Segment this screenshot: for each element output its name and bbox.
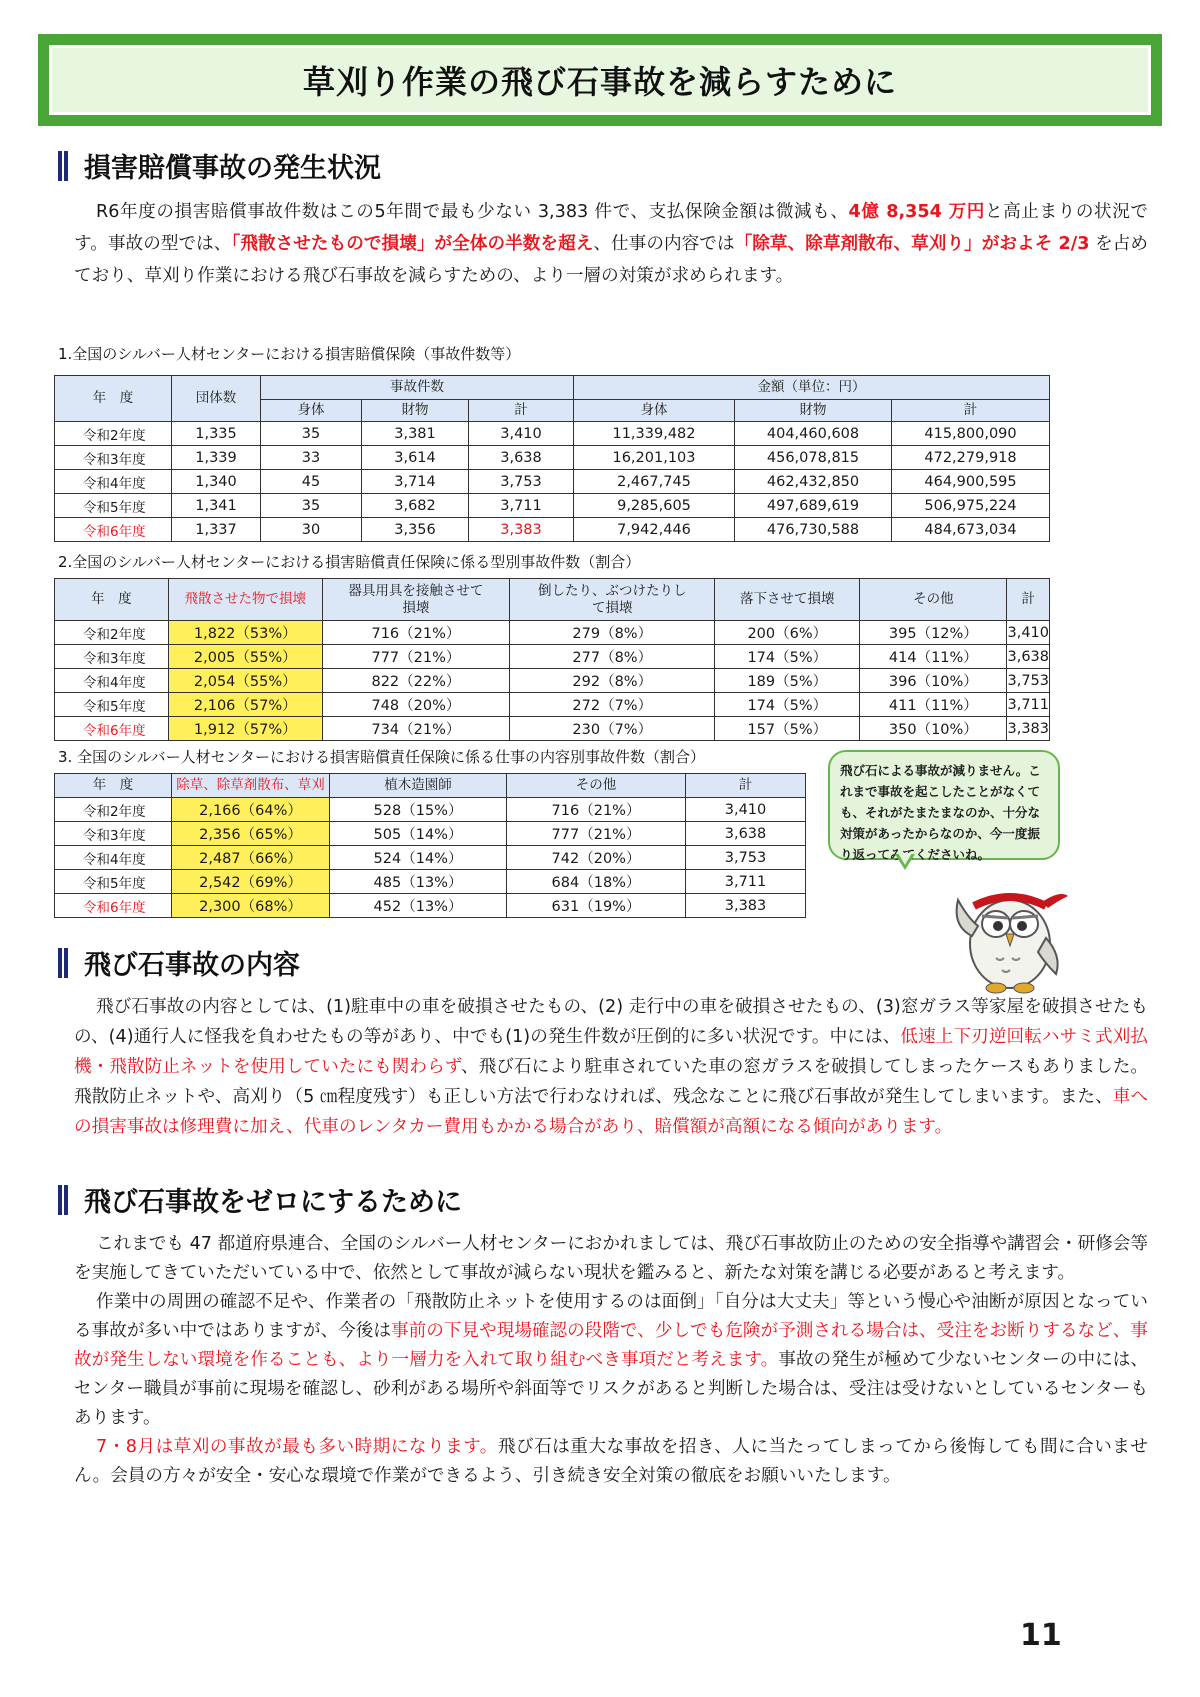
text-run: を占めており、草刈り作業における飛び石事故を減らすための、より一層の対策が求められます。 [74,234,1149,286]
cell: 3,383 [1007,717,1050,741]
col-year: 年 度 [55,579,169,621]
col-cases-property: 財物 [362,400,469,422]
cell: 3,753 [686,846,806,870]
col-knock: 倒したり、ぶつけたりして損壊 [510,579,715,621]
cell: 35 [261,494,362,518]
table-row [55,518,1050,542]
cell: 506,975,224 [892,494,1050,518]
col-year: 年 度 [55,774,172,798]
cell: 3,638 [686,822,806,846]
cell: 2,487（66%） [172,846,330,870]
text-run: 事故の発生が極めて少ないセンターの中には、センター職員が事前に現場を確認し、砂利がある場所や斜面等でリスクがあると判断した場合は、受注は受けないとしているセンターもあります。 [74,1350,1148,1428]
table-2-caption: 2.全国のシルバー人材センターにおける損害賠償責任保険に係る型別事故件数（割合） [58,553,641,571]
col-mowing: 除草、除草剤散布、草刈 [172,774,330,798]
cell: 3,711 [469,494,574,518]
cell: 464,900,595 [892,470,1050,494]
heading-bar-icon [58,948,68,978]
cell: 1,335 [172,422,261,446]
cell: 11,339,482 [574,422,735,446]
section-heading-1-text: 損害賠償事故の発生状況 [84,153,381,184]
cell: 230（7%） [510,717,715,741]
col-amount: 金額（単位：円） [574,376,1050,400]
cell: 2,542（69%） [172,870,330,894]
text-run: 飛び石は重大な事故を招き、人に当たってしまってから後悔しても間に合いません。会員の方々が安全・安心な環境で作業ができるよう、引き続き安全対策の徹底をお願いいたします。 [74,1437,1148,1486]
cell: 734（21%） [322,717,509,741]
cell: 472,279,918 [892,446,1050,470]
col-cases: 事故件数 [261,376,574,400]
cell: 822（22%） [322,669,509,693]
cell: 748（20%） [322,693,509,717]
cell: 505（14%） [330,822,507,846]
table-3 [54,773,806,918]
cell: 174（5%） [715,693,860,717]
highlight-text: 「除草、除草剤散布、草刈り」がおよそ 2/3 [734,234,1090,254]
cell: 令和3年度 [55,822,172,846]
table-1 [54,375,1050,542]
cell: 3,711 [1007,693,1050,717]
cell: 7,942,446 [574,518,735,542]
cell: 3,356 [362,518,469,542]
cell: 2,005（55%） [168,645,322,669]
speech-bubble: 飛び石による事故が減りません。これまで事故を起こしたことがなくても、それがたまたまなのか、十分な対策があったからなのか、今一度振り返ってみてくださいね。 [828,750,1060,860]
cell: 2,106（57%） [168,693,322,717]
table-row [55,470,1050,494]
section-heading-3 [58,1180,462,1219]
cell: 3,381 [362,422,469,446]
table-row [55,422,1050,446]
cell: 189（5%） [715,669,860,693]
cell: 1,912（57%） [168,717,322,741]
cell: 3,753 [1007,669,1050,693]
cell: 1,822（53%） [168,621,322,645]
title-banner [38,34,1162,126]
text-run: 、仕事の内容では [593,234,735,254]
cell: 279（8%） [510,621,715,645]
heading-bar-icon [58,151,68,181]
table-row [55,798,806,822]
section-heading-2-text: 飛び石事故の内容 [84,950,300,981]
cell: 292（8%） [510,669,715,693]
cell: 524（14%） [330,846,507,870]
cell: 157（5%） [715,717,860,741]
col-amount-total: 計 [892,400,1050,422]
cell: 令和2年度 [55,621,169,645]
cell: 485（13%） [330,870,507,894]
cell: 396（10%） [860,669,1007,693]
col-year: 年 度 [55,376,172,422]
cell: 1,340 [172,470,261,494]
speech-bubble-tail-inner [898,853,912,865]
table-row [55,717,1050,741]
cell: 777（21%） [507,822,686,846]
cell: 3,711 [686,870,806,894]
col-gardener: 植木造園師 [330,774,507,798]
cell: 令和2年度 [55,798,172,822]
table-row [55,822,806,846]
cell: 3,410 [1007,621,1050,645]
table-row [55,894,806,918]
col-other: その他 [860,579,1007,621]
paragraph [74,1288,1148,1433]
col-groups: 団体数 [172,376,261,422]
cell: 3,383 [686,894,806,918]
highlight-text: 車への損害事故は修理費に加え、代車のレンタカー費用もかかる場合があり、賠償額が高額になる傾向があります。 [74,1087,1148,1137]
text-run: 、飛び石により駐車されていた車の窓ガラスを破損してしまったケースもありました。飛散防止ネットや、高刈り（5 ㎝程度残す）も正しい方法で行わなければ、残念なことに飛び石事故が発生してしまいます。また、 [74,1057,1148,1107]
cell: 716（21%） [322,621,509,645]
cell: 9,285,605 [574,494,735,518]
cell: 684（18%） [507,870,686,894]
cell: 令和4年度 [55,669,169,693]
highlight-text: 「飛散させたもので損壊」が全体の半数を超え [231,234,594,254]
cell: 411（11%） [860,693,1007,717]
col-amount-body: 身体 [574,400,735,422]
table-row [55,669,1050,693]
cell: 2,300（68%） [172,894,330,918]
cell: 277（8%） [510,645,715,669]
col-total: 計 [1007,579,1050,621]
cell: 3,714 [362,470,469,494]
cell: 716（21%） [507,798,686,822]
cell: 395（12%） [860,621,1007,645]
cell: 令和5年度 [55,494,172,518]
col-other: その他 [507,774,686,798]
table-row [55,494,1050,518]
text-run: 作業中の周囲の確認不足や、作業者の「飛散防止ネットを使用するのは面倒」「自分は大丈夫」等という慢心や油断が原因となっている事故が多い中ではありますが、今後は [74,1292,1148,1341]
text-run: R6年度の損害賠償事故件数はこの5年間で最も少ない 3,383 件で、支払保険金額は微減も、 [96,202,849,222]
cell: 456,078,815 [735,446,892,470]
cell: 476,730,588 [735,518,892,542]
section-3-paragraphs [74,1230,1148,1491]
highlight-text: 低速上下刃逆回転ハサミ式刈払機・飛散防止ネットを使用していたにも関わらず [74,1027,1148,1077]
col-contact: 器具用具を接触させて損壊 [322,579,509,621]
table-row [55,870,806,894]
cell: 令和5年度 [55,693,169,717]
text-run: 飛び石事故の内容としては、(1)駐車中の車を破損させたもの、(2) 走行中の車を破損させたもの、(3)窓ガラス等家屋を破損させたもの、(4)通行人に怪我を負わせたもの等があり、中でも(1)の発生件数が圧倒的に多い状況です。中には、 [74,997,1148,1047]
cell: 452（13%） [330,894,507,918]
cell: 777（21%） [322,645,509,669]
cell: 35 [261,422,362,446]
cell: 484,673,034 [892,518,1050,542]
cell: 2,467,745 [574,470,735,494]
cell: 497,689,619 [735,494,892,518]
cell: 1,337 [172,518,261,542]
cell: 174（5%） [715,645,860,669]
table-row [55,846,806,870]
col-amount-property: 財物 [735,400,892,422]
section-heading-1 [58,146,381,185]
table-row [55,621,1050,645]
col-scatter: 飛散させた物で損壊 [168,579,322,621]
cell: 3,638 [1007,645,1050,669]
cell: 33 [261,446,362,470]
cell: 30 [261,518,362,542]
table-row [55,693,1050,717]
cell: 2,166（64%） [172,798,330,822]
col-cases-total: 計 [469,400,574,422]
section-heading-2 [58,943,300,982]
table-2 [54,578,1050,741]
text-run: と高止まりの状況です。事故の型では、 [74,202,1148,254]
table-row [55,645,1050,669]
cell: 415,800,090 [892,422,1050,446]
cell: 令和6年度 [55,717,169,741]
cell: 令和6年度 [55,518,172,542]
section-heading-3-text: 飛び石事故をゼロにするために [84,1187,462,1218]
cell: 2,054（55%） [168,669,322,693]
owl-mascot-icon [938,866,1078,996]
highlight-text: 4億 8,354 万円 [848,202,985,222]
cell: 令和6年度 [55,894,172,918]
cell: 令和3年度 [55,446,172,470]
cell: 1,341 [172,494,261,518]
cell: 350（10%） [860,717,1007,741]
cell: 16,201,103 [574,446,735,470]
cell: 3,682 [362,494,469,518]
cell: 2,356（65%） [172,822,330,846]
col-cases-body: 身体 [261,400,362,422]
cell: 272（7%） [510,693,715,717]
table-1-caption: 1.全国のシルバー人材センターにおける損害賠償保険（事故件数等） [58,345,521,363]
table-3-caption: 3. 全国のシルバー人材センターにおける損害賠償責任保険に係る仕事の内容別事故件数（割合） [58,748,706,766]
cell: 3,753 [469,470,574,494]
cell: 3,638 [469,446,574,470]
cell: 3,383 [469,518,574,542]
cell: 令和4年度 [55,470,172,494]
cell: 令和3年度 [55,645,169,669]
cell: 200（6%） [715,621,860,645]
cell: 3,410 [469,422,574,446]
cell: 令和5年度 [55,870,172,894]
highlight-text: 事前の下見や現場確認の段階で、少しでも危険が予測される場合は、受注をお断りするなど、事故が発生しない環境を作ることも、より一層力を入れて取り組むべき事項だと考えます。 [74,1321,1148,1370]
paragraph: これまでも 47 都道府県連合、全国のシルバー人材センターにおかれましては、飛び石事故防止のための安全指導や講習会・研修会等を実施してきていただいている中で、依然として事故が減らない現状を鑑みると、新たな対策を講じる必要があると考えます。 [74,1234,1148,1283]
cell: 令和2年度 [55,422,172,446]
col-drop: 落下させて損壊 [715,579,860,621]
cell: 742（20%） [507,846,686,870]
cell: 414（11%） [860,645,1007,669]
paragraph [74,1433,1148,1491]
cell: 45 [261,470,362,494]
cell: 631（19%） [507,894,686,918]
heading-bar-icon [58,1185,68,1215]
table-row [55,446,1050,470]
cell: 3,614 [362,446,469,470]
col-total: 計 [686,774,806,798]
cell: 令和4年度 [55,846,172,870]
cell: 404,460,608 [735,422,892,446]
page-title: 草刈り作業の飛び石事故を減らすために [49,45,1151,115]
cell: 528（15%） [330,798,507,822]
section-2-paragraph [74,992,1148,1142]
page-number: 11 [1020,1618,1062,1653]
cell: 1,339 [172,446,261,470]
cell: 3,410 [686,798,806,822]
highlight-text: 7・8月は草刈の事故が最も多い時期になります。 [96,1437,498,1457]
section-1-paragraph [74,196,1148,292]
cell: 462,432,850 [735,470,892,494]
